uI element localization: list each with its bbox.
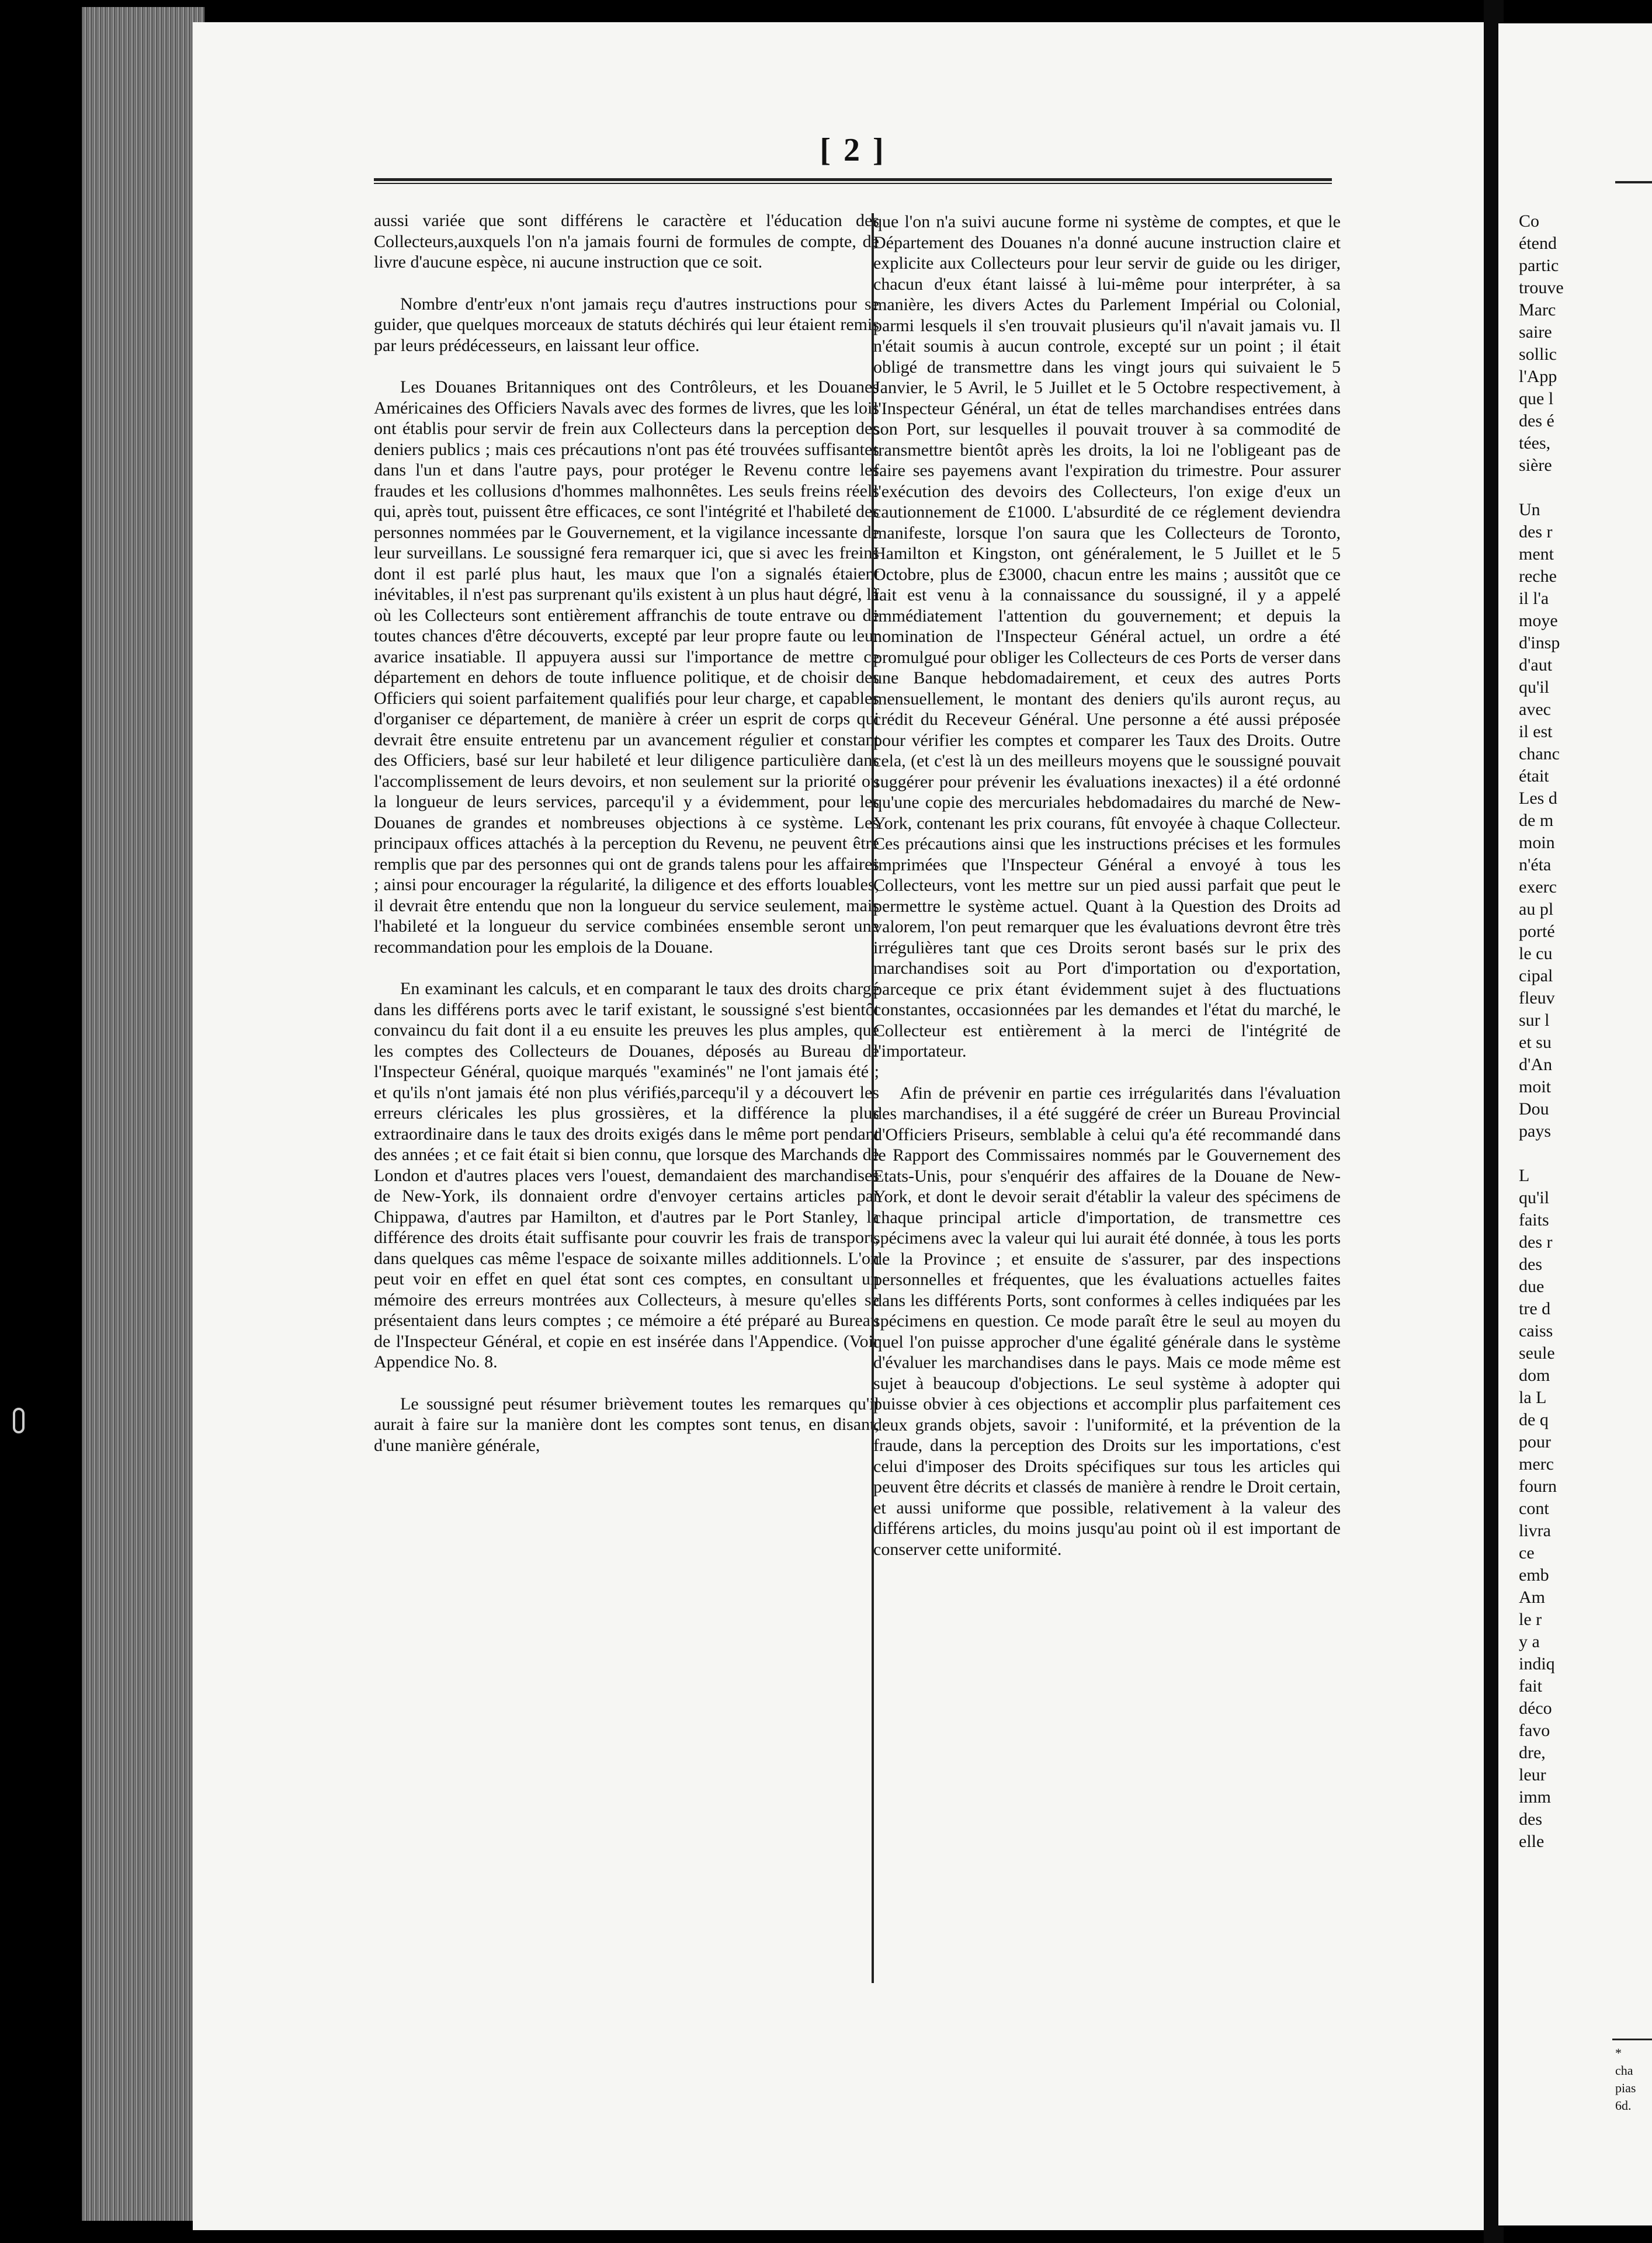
right-column-line: dre, [1519,1743,1546,1762]
right-column-line: fait [1519,1676,1542,1696]
right-column-line: seule [1519,1343,1555,1363]
right-column-line: exerc [1519,877,1557,897]
footnote-cropped [1615,2044,1652,2114]
right-column-line: Dou [1519,1099,1549,1119]
right-column-line: imm [1519,1787,1552,1807]
text-column-middle [873,211,1341,1581]
right-page-header-rule [1615,181,1652,183]
right-column-line: Co [1519,211,1540,231]
right-column-line: caiss [1519,1321,1553,1341]
right-column-line: de q [1519,1410,1549,1429]
right-column-line: due [1519,1277,1545,1296]
right-column-line: des r [1519,1232,1553,1252]
right-column-line: pour [1519,1432,1551,1452]
footnote-line: cha [1615,2063,1633,2078]
footnote-rule [1612,2039,1652,2040]
text-column-left [374,210,879,1477]
right-column-line: y a [1519,1632,1540,1651]
middle-column-paragraph: que l'on n'a suivi aucune forme ni système de comptes, et que le Département des Douanes n'a donné aucune instruction claire et explicite aux Collecteurs pour leur servir de guide ou les diriger, chacun d'eux étant laissé à lui-même pour interpréter, à sa manière, les divers Actes du Parlement Impérial ou Colonial, parmi lesquels il s'en trouvait plusieurs qu'il n'avait jamais vu. Il n'était soumis à aucun controle, excepté sur un point ; il était obligé de transmettre dans les vingt jours qui suivaient le 5 Janvier, le 5 Avril, le 5 Juillet et le 5 Octobre respectivement, à l'Inspecteur Général, un état de telles marchandises entrées dans son Port, sur lesquelles il pouvait trouver à sa commodité de transmettre bientôt après les droits, la loi ne l'obligeant pas de faire ses payemens avant l'expiration du trimestre. Pour assurer l'exécution des devoirs des Collecteurs, l'on exige d'eux un cautionnement de £1000. L'absurdité de ce réglement deviendra manifeste, lorsque l'on saura que les Collecteurs de Toronto, Hamilton et Kingston, ont généralement, le 5 Juillet et le 5 Octobre, plus de £3000, chacun entre les mains ; aussitôt que ce fait est venu à la connaissance du soussigné, il y a appelé immédiatement l'attention du gouvernement; et depuis la nomination de l'Inspecteur Général actuel, un ordre a été promulgué pour obliger les Collecteurs de ces Ports de verser dans une Banque hebdomadairement, et ceux des autres Ports mensuellement, le montant des deniers qu'ils auront reçus, au crédit du Receveur Général. Une personne a été aussi préposée pour vérifier les comptes et comparer les Taux des Droits. Outre cela, (et c'est là un des meilleurs moyens que le soussigné pouvait suggérer pour prévenir les évaluations inexactes) il a été ordonné qu'une copie des mercuriales hebdomadaires du marché de New-York, contenant les prix courans, fût envoyée à chaque Collecteur. Ces précautions ainsi que les instructions précises et les formules imprimées que l'Inspecteur Général a envoyé à tous les Collecteurs, vont les mettre sur un pied aussi parfait que peut le permettre le système actuel. Quant à la Question des Droits ad valorem, l'on peut remarquer que les évaluations devront être très irrégulières tant que ces Droits seront basés sur le prix des marchandises soit au Port d'importation ou d'exportation, parceque ce prix étant évidemment sujet à des fluctuations constantes, occasionnées par les demandes et l'état du marché, le Collecteur est entièrement à la merci de l'intégrité de l'importateur. [873,212,1341,1061]
footnote-line: 6d. [1615,2098,1632,2113]
middle-column-paragraph: Afin de prévenir en partie ces irrégularités dans l'évaluation des marchandises, il a été suggéré de créer un Bureau Provincial d'Officiers Priseurs, semblable à celui qu'a été recommandé dans le Rapport des Commissaires nommés par le Gouvernement des Etats-Unis, pour s'enquérir des affaires de la Douane de New-York, et dont le devoir serait d'établir la valeur des spécimens de chaque principal article d'importation, de transmettre ces spécimens avec la valeur qui lui aurait été donnée, à tous les ports de la Province ; et ensuite de s'assurer, par des inspections personnelles et fréquentes, que les évaluations actuelles faites dans les différents Ports, sont conformes à celles indiquées par les spécimens en question. Ce mode paraît être le seul au moyen du quel l'on puisse approcher d'une égalité générale dans le système d'évaluer les marchandises dans le pays. Mais ce mode même est sujet à beaucoup d'objections. Le seul système à adopter qui puisse obvier à ces objections et accomplir plus parfaitement ces deux grands objets, savoir : l'uniformité, et la prévention de la fraude, dans la perception des Droits sur les importations, c'est celui d'imposer des Droits spécifiques sur tous les articles qui peuvent être décrits et classés de manière à rendre le Droit certain, et aussi uniforme que possible, relativement à la valeur des différens articles, du moins jusqu'au point où il est important de conserver cette uniformité. [873,1083,1341,1559]
right-column-line: sière [1519,456,1552,475]
right-column-line: moye [1519,611,1558,630]
right-column-line: fourn [1519,1477,1557,1496]
right-column-line: faits [1519,1210,1549,1230]
right-column-line [1519,477,1652,499]
right-column-line: et su [1519,1033,1552,1052]
right-column-line: Am [1519,1588,1545,1607]
right-column-line: d'aut [1519,655,1553,675]
right-column-line: reche [1519,567,1557,586]
book-page-edges [82,7,204,2221]
right-column-line: ment [1519,544,1554,564]
right-column-line: sur l [1519,1011,1550,1030]
right-column-line: Marc [1519,300,1556,320]
right-column-line: avec [1519,700,1551,719]
right-column-line: livra [1519,1521,1551,1540]
right-column-line: cipal [1519,966,1553,985]
right-column-line: saire [1519,322,1552,342]
right-column-line: pays [1519,1122,1551,1141]
right-column-line: moin [1519,833,1555,852]
right-column-line: au pl [1519,900,1554,919]
header-rule [374,178,1332,184]
footnote-line: * [1615,2046,1622,2060]
right-column-line: Un [1519,500,1540,519]
right-column-line: sollic [1519,345,1557,364]
right-column-line: étend [1519,234,1557,253]
scanner-margin-mark [13,1408,25,1433]
right-column-line: leur [1519,1765,1546,1784]
right-column-line: déco [1519,1699,1552,1718]
right-column-line: emb [1519,1565,1549,1585]
right-column-line: porté [1519,922,1555,941]
right-column-line: trouve [1519,278,1564,297]
right-column-line: des [1519,1255,1542,1274]
right-column-line: était [1519,766,1549,786]
right-column-line: n'éta [1519,855,1552,874]
left-column-paragraph: Les Douanes Britanniques ont des Contrôleurs, et les Douanes Américaines des Officiers Navals avec des formes de livres, que les lois ont établis pour servir de frein aux Collecteurs dans la perception des deniers publics ; mais ces précautions n'ont pas été trouvées suffisantes dans l'un et dans l'autre pays, pour protéger le Revenu contre les fraudes et les collusions d'hommes malhonnêtes. Les seuls freins réels qui, après tout, puissent être efficaces, ce sont l'intégrité et l'habileté des personnes nommées par le Gouvernement, et la vigilance incessante de leur surveillans. Le soussigné fera remarquer ici, que si avec les freins dont il est parlé plus haut, les maux que l'on a signalés étaient inévitables, il n'est pas surprenant qu'ils existent à un plus haut dégré, là où les Collecteurs sont entièrement affranchis de toute entrave ou de toutes chances d'être découverts, excepté par leur propre faute ou leur avarice insatiable. Il appuyera aussi sur l'importance de mettre ce département en dehors de toute influence politique, et de choisir des Officiers qui soient parfaitement qualifiés pour leur charge, et capables d'organiser ce département, de manière à créer un esprit de corps qui devrait être ensuite entretenu par un avancement régulier et constant des Officiers, basé sur leur habileté et leur diligence particulière dans l'accomplissement de leurs devoirs, et non seulement sur la priorité ou la longueur de leurs services, parcequ'il y a évidemment, pour les Douanes de grandes et nombreuses objections à ce système. Les principaux offices attachés à la perception du Revenu, ne peuvent être remplis que par des personnes qui ont de grands talens pour les affaires ; ainsi pour encourager la régularité, la diligence et des efforts louables, il devrait être entendu que non la longueur du service seulement, mais l'habileté et la longueur du service combinées ensemble seront une recommandation pour les emplois de la Douane. [374,377,879,957]
right-column-line: des r [1519,522,1553,541]
right-column-line: le cu [1519,944,1553,963]
right-column-line: tées, [1519,433,1551,453]
right-column-line: il est [1519,722,1553,741]
right-column-line: ce [1519,1543,1535,1563]
right-column-line: des é [1519,411,1554,430]
right-column-line: d'insp [1519,633,1560,652]
footnote-line: pias [1615,2081,1636,2095]
right-column-line: cont [1519,1499,1549,1518]
right-column-line: elle [1519,1832,1545,1851]
left-column-paragraph: Le soussigné peut résumer brièvement toutes les remarques qu'il aurait à faire sur la manière dont les comptes sont tenus, en disant, d'une manière générale, [374,1394,879,1455]
right-column-line: merc [1519,1454,1554,1474]
right-column-line: Les d [1519,789,1557,808]
right-column-line: que l [1519,389,1554,408]
left-column-paragraph: Nombre d'entr'eux n'ont jamais reçu d'autres instructions pour se guider, que quelques morceaux de statuts déchirés qui leur étaient remis par leurs prédécesseurs, en laissant leur office. [374,294,879,355]
right-column-line: l'App [1519,367,1557,386]
right-column-line: de m [1519,811,1554,830]
right-column-line: partic [1519,256,1559,275]
right-column-line [1519,1143,1652,1165]
right-column-line: indiq [1519,1654,1555,1673]
right-column-line: la L [1519,1388,1547,1407]
text-column-right-cropped [1519,210,1652,1853]
right-column-line: qu'il [1519,678,1550,697]
left-column-paragraph: En examinant les calculs, et en comparant le taux des droits chargé dans les différens ports avec le tarif existant, le soussigné s'est bientôt convaincu du fait dont il a eu ensuite les preuves les plus amples, que les comptes des Collecteurs de Douanes, déposés au Bureau de l'Inspecteur Général, quoique marqués "examinés" ne l'ont jamais été ; et qu'ils n'ont jamais été non plus vérifiés,parcequ'il y a découvert les erreurs cléricales les plus grossières, et la différence la plus extraordinaire dans le taux des droits exigés dans le même port pendant des années ; et ce fait était si bien connu, que lorsque des Marchands de London et d'autres places vers l'ouest, demandaient des marchandises de New-York, ils donnaient ordre d'envoyer certains articles par Chippawa, d'autres par Hamilton, et d'autres par le Port Stanley, la différence des droits était suffisante pour couvrir les frais de transport, dans quelques cas même l'espace de soixante milles additionnels. L'on peut voir en effet en quel état sont ces comptes, en consultant un mémoire des erreurs montrées aux Collecteurs, à mesure qu'elles se présentaient dans leurs comptes ; ce mémoire a été préparé au Bureau de l'Inspecteur Général, et copie en est insérée dans l'Appendice. (Voir Appendice No. 8. [374,979,879,1372]
right-column-line: chanc [1519,744,1560,763]
right-column-line: L [1519,1166,1530,1185]
right-column-line: le r [1519,1610,1542,1629]
right-column-line: il l'a [1519,589,1549,608]
right-column-line: favo [1519,1721,1550,1740]
right-column-line: d'An [1519,1055,1553,1074]
right-column-line: des [1519,1810,1542,1829]
page-number: [ 2 ] [820,132,886,168]
right-column-line: qu'il [1519,1188,1550,1207]
right-column-line: moit [1519,1077,1552,1096]
left-column-paragraph: aussi variée que sont différens le caractère et l'éducation des Collecteurs,auxquels l'on n'a jamais fourni de formules de compte, de livre d'aucune espèce, ni aucune instruction que ce soit. [374,211,879,272]
right-column-line: dom [1519,1366,1550,1385]
right-column-line: fleuv [1519,988,1555,1008]
right-column-line: tre d [1519,1299,1551,1318]
